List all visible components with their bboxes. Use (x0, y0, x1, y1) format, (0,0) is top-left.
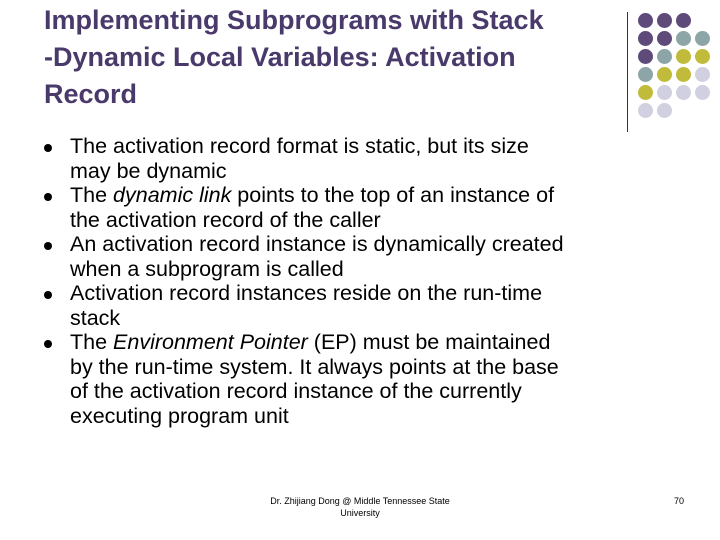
text-run: the activation record of the caller (70, 207, 381, 232)
bullet-line (70, 183, 684, 208)
bullet-dot-icon (44, 193, 52, 201)
bullet-item (44, 330, 684, 428)
decorative-dot (638, 85, 653, 100)
decorative-dot (695, 31, 710, 46)
decorative-dot (657, 67, 672, 82)
decorative-dot (695, 49, 710, 64)
text-run: points to the top of an instance of (231, 183, 555, 207)
decorative-dot (676, 13, 691, 28)
text-run: may be dynamic (70, 158, 227, 183)
bullet-item (44, 134, 684, 183)
decorative-dot (676, 85, 691, 100)
text-run: stack (70, 305, 121, 330)
bullet-item (44, 183, 684, 232)
decorative-dot (657, 13, 672, 28)
bullet-line (70, 232, 684, 257)
bullet-dot-icon (44, 340, 52, 348)
title-divider (627, 12, 628, 132)
decorative-dot (657, 85, 672, 100)
bullet-line (70, 379, 684, 404)
bullet-line (70, 330, 684, 355)
bullet-line (70, 208, 684, 233)
bullet-list (44, 134, 684, 428)
decorative-dot-grid (638, 13, 720, 123)
decorative-dot (676, 67, 691, 82)
italic-term: dynamic link (113, 183, 232, 207)
text-run: executing program unit (70, 403, 289, 428)
bullet-item (44, 281, 684, 330)
italic-term: Environment Pointer (113, 330, 308, 354)
slide-title (44, 2, 624, 113)
footer-line: Dr. Zhijiang Dong @ Middle Tennessee State (270, 496, 450, 506)
title-line: Record (44, 79, 138, 109)
bullet-dot-icon (44, 291, 52, 299)
decorative-dot (638, 103, 653, 118)
title-line: Implementing Subprograms with Stack (44, 5, 544, 35)
bullet-line (70, 257, 684, 282)
page-number: 70 (673, 496, 684, 506)
text-run: The activation record format is static, but its size (70, 134, 529, 158)
bullet-line (70, 134, 684, 159)
decorative-dot (638, 49, 653, 64)
text-run: of the activation record instance of the currently (70, 379, 522, 403)
decorative-dot (638, 67, 653, 82)
bullet-item (44, 232, 684, 281)
decorative-dot (657, 49, 672, 64)
title-line: -Dynamic Local Variables: Activation (44, 42, 516, 72)
bullet-dot-icon (44, 242, 52, 250)
decorative-dot (676, 31, 691, 46)
decorative-dot (638, 31, 653, 46)
bullet-line (70, 404, 684, 429)
bullet-line (70, 281, 684, 306)
text-run: when a subprogram is called (70, 256, 344, 281)
text-run: An activation record instance is dynamically created (70, 232, 564, 256)
footer-text (230, 495, 490, 519)
bullet-line (70, 159, 684, 184)
decorative-dot (638, 13, 653, 28)
decorative-dot (657, 31, 672, 46)
decorative-dot (676, 49, 691, 64)
footer-line: University (340, 508, 380, 518)
text-run: The (70, 330, 114, 354)
bullet-dot-icon (44, 144, 52, 152)
text-run: (EP) must be maintained (307, 330, 551, 354)
text-run: The (70, 183, 114, 207)
decorative-dot (695, 85, 710, 100)
text-run: by the run-time system. It always points at the base (70, 354, 559, 379)
text-run: Activation record instances reside on the run-time (70, 281, 543, 305)
bullet-line (70, 355, 684, 380)
decorative-dot (657, 103, 672, 118)
decorative-dot (695, 67, 710, 82)
bullet-line (70, 306, 684, 331)
